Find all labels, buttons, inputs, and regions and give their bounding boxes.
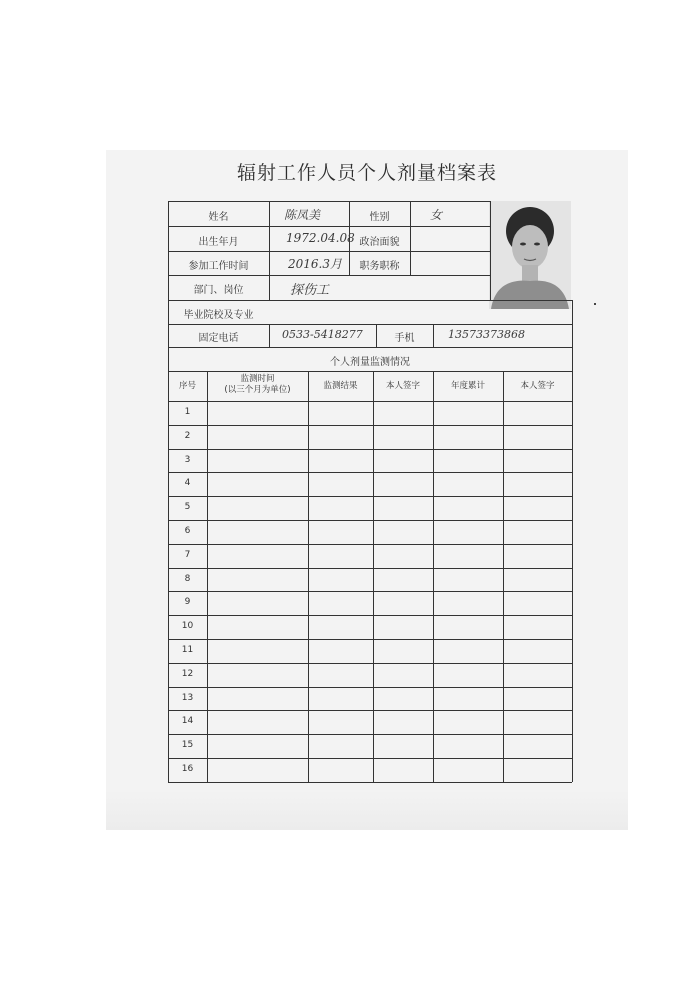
row-number: 8 (184, 574, 191, 584)
row-rule (168, 615, 572, 616)
table-rule (433, 324, 434, 347)
row-rule (168, 520, 572, 521)
row-rule (168, 639, 572, 640)
col-annual-header: 年度累计 (450, 381, 485, 391)
table-rule (373, 371, 374, 782)
name-value: 陈凤美 (284, 208, 321, 222)
mobile-label: 手机 (394, 333, 415, 344)
table-rule (490, 201, 491, 300)
row-number: 10 (181, 621, 194, 631)
job-title-label: 职务职称 (359, 261, 400, 272)
col-time-header-line1: 监测时间 (240, 374, 275, 384)
row-number: 12 (181, 669, 194, 679)
row-rule (168, 544, 572, 545)
monitoring-section-title: 个人剂量监测情况 (330, 357, 410, 368)
table-rule (269, 324, 270, 347)
col-time-header-line2: (以三个月为单位) (224, 385, 291, 395)
gender-label: 性别 (369, 212, 390, 223)
scan-speck (594, 303, 596, 305)
table-rule (168, 324, 572, 325)
table-rule (168, 401, 572, 402)
col-result-header: 监测结果 (323, 381, 358, 391)
birth-value: 1972.04.08 (286, 231, 355, 245)
portrait-image (489, 201, 571, 309)
name-label: 姓名 (208, 212, 229, 223)
row-number: 14 (181, 716, 194, 726)
phone-label: 固定电话 (198, 333, 239, 344)
row-number: 1 (184, 407, 191, 417)
row-number: 13 (181, 693, 194, 703)
row-rule (168, 449, 572, 450)
dept-value: 探伤工 (290, 283, 330, 298)
table-rule (168, 300, 572, 301)
table-rule (207, 371, 208, 782)
table-rule (168, 347, 572, 348)
row-rule (168, 734, 572, 735)
row-rule (168, 710, 572, 711)
table-rule (168, 371, 572, 372)
phone-value: 0533-5418277 (282, 328, 363, 341)
table-rule (168, 226, 490, 227)
table-rule (168, 275, 490, 276)
dept-label: 部门、岗位 (193, 285, 244, 296)
gender-value: 女 (430, 208, 443, 222)
birth-label: 出生年月 (198, 237, 239, 248)
row-number: 3 (184, 455, 191, 465)
work-start-value: 2016.3月 (288, 257, 342, 271)
row-rule (168, 687, 572, 688)
table-border-top (168, 201, 490, 202)
table-rule (168, 251, 490, 252)
row-rule (168, 425, 572, 426)
table-rule (410, 201, 411, 275)
row-number: 6 (184, 526, 191, 536)
row-number: 5 (184, 502, 191, 512)
row-rule (168, 758, 572, 759)
row-rule (168, 472, 572, 473)
row-number: 4 (184, 478, 191, 488)
table-rule (433, 371, 434, 782)
row-rule (168, 496, 572, 497)
school-label: 毕业院校及专业 (183, 310, 254, 321)
col-sign2-header: 本人签字 (520, 381, 555, 391)
col-seq-header: 序号 (178, 381, 196, 391)
mobile-value: 13573373868 (448, 328, 525, 341)
table-border-right (572, 300, 573, 782)
document-title: 辐射工作人员个人剂量档案表 (236, 162, 497, 184)
work-start-label: 参加工作时间 (188, 261, 249, 272)
row-number: 11 (181, 645, 194, 655)
row-rule (168, 663, 572, 664)
id-photo (489, 201, 571, 309)
row-number: 16 (181, 764, 194, 774)
table-rule (308, 371, 309, 782)
table-rule (269, 201, 270, 300)
row-number: 7 (184, 550, 191, 560)
col-time-header (207, 374, 308, 396)
col-sign1-header: 本人签字 (385, 381, 420, 391)
politics-label: 政治面貌 (359, 237, 400, 248)
row-number: 15 (181, 740, 194, 750)
row-number: 2 (184, 431, 191, 441)
row-rule (168, 568, 572, 569)
row-rule (168, 591, 572, 592)
table-rule (503, 371, 504, 782)
row-rule (168, 782, 572, 783)
row-number: 9 (184, 597, 191, 607)
